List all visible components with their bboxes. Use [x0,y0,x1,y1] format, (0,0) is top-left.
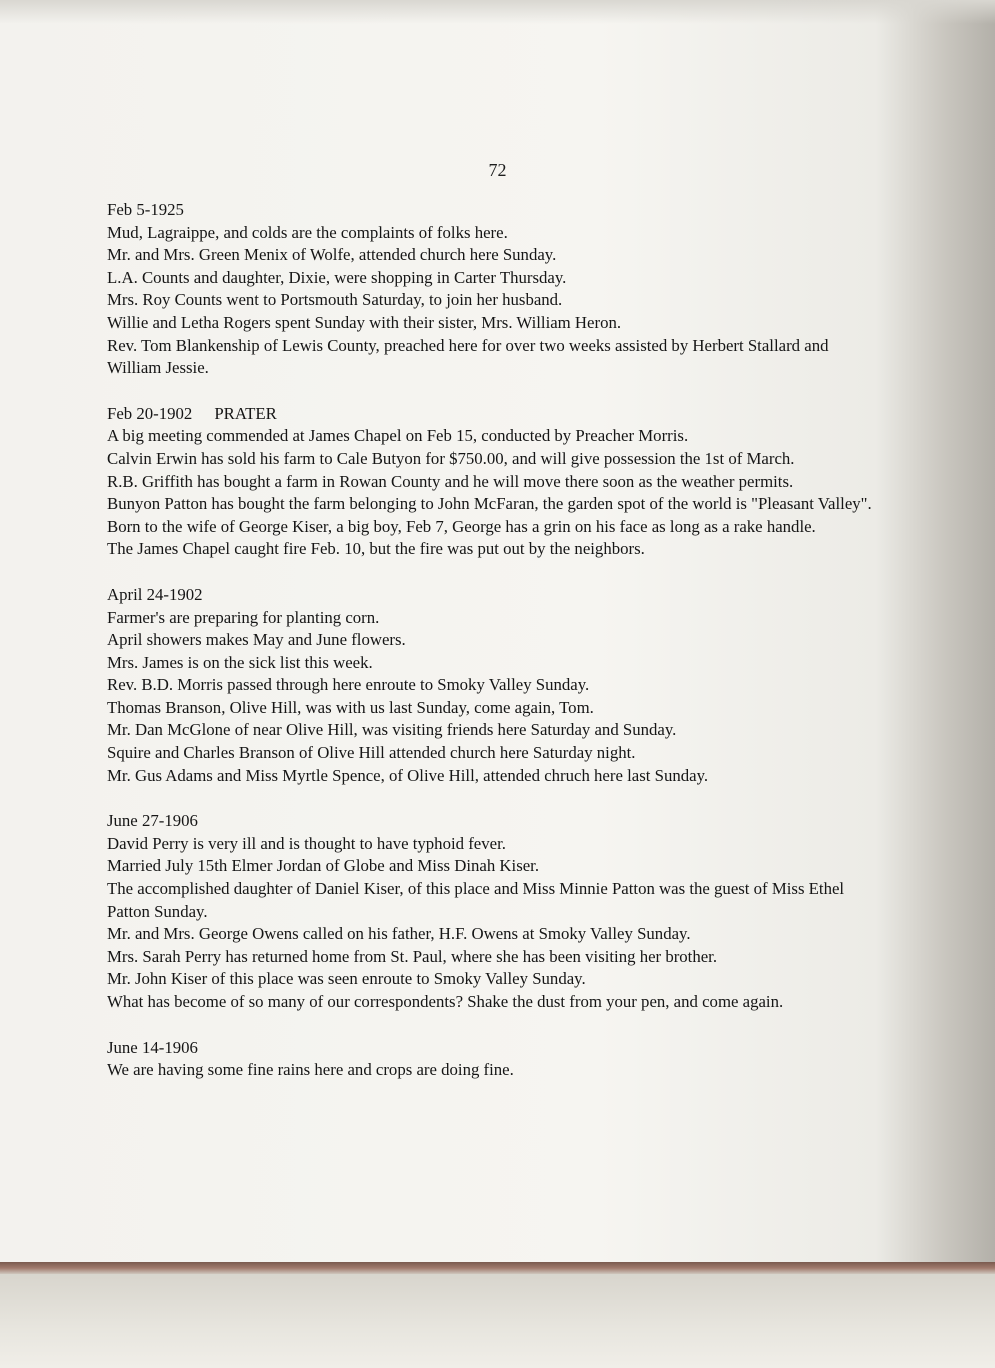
entry-line: Squire and Charles Branson of Olive Hill attended church here Saturday night. [107,743,636,763]
entry-heading [107,584,882,607]
news-entry-5 [107,1037,882,1082]
entry-line: Mrs. Sarah Perry has returned home from St. Paul, where she has been visiting her brother. [107,946,718,966]
entry-line: The accomplished daughter of Daniel Kiser, of this place and Miss Minnie Patton was the guest of Miss Ethel Patton Sunday. [107,879,845,921]
entry-line: Mr. Gus Adams and Miss Myrtle Spence, of Olive Hill, attended chruch here last Sunday. [107,765,709,785]
entry-line: Mr. Dan McGlone of near Olive Hill, was visiting friends here Saturday and Sunday. [107,720,677,740]
news-entry-4 [107,810,882,1013]
entry-line: The James Chapel caught fire Feb. 10, but the fire was put out by the neighbors. [107,539,645,559]
entry-date: June 27-1906 [107,811,198,831]
news-entry-1 [107,199,882,380]
entry-place: PRATER [214,403,277,423]
entry-line: R.B. Griffith has bought a farm in Rowan County and he will move there soon as the weather permits. [107,471,794,491]
entry-line: Mr. and Mrs. Green Menix of Wolfe, attended church here Sunday. [107,245,557,265]
entry-line: Calvin Erwin has sold his farm to Cale Butyon for $750.00, and will give possession the 1st of March. [107,448,795,468]
news-entry-2 [107,403,882,561]
scanner-background [0,1274,995,1368]
entry-line: Farmer's are preparing for planting corn. [107,607,380,627]
entry-line: David Perry is very ill and is thought to have typhoid fever. [107,833,506,853]
entry-line: A big meeting commended at James Chapel on Feb 15, conducted by Preacher Morris. [107,426,689,446]
entry-line: Mud, Lagraippe, and colds are the complaints of folks here. [107,222,508,242]
entry-line: We are having some fine rains here and crops are doing fine. [107,1060,514,1080]
entry-line: Mrs. James is on the sick list this week. [107,652,373,672]
entry-line: Bunyon Patton has bought the farm belonging to John McFaran, the garden spot of the world is "Pleasant Valley". [107,494,872,514]
entry-line: Born to the wife of George Kiser, a big boy, Feb 7, George has a grin on his face as long as a rake handle. [107,516,816,536]
entry-line: Thomas Branson, Olive Hill, was with us last Sunday, come again, Tom. [107,697,594,717]
entry-line: April showers makes May and June flowers. [107,630,406,650]
entry-date: Feb 5-1925 [107,200,184,219]
entry-date: April 24-1902 [107,584,203,604]
entry-line: Willie and Letha Rogers spent Sunday with their sister, Mrs. William Heron. [107,312,622,332]
entry-heading [107,403,882,426]
entry-line: What has become of so many of our correspondents? Shake the dust from your pen, and come again. [107,992,784,1011]
entry-line: Mr. John Kiser of this place was seen enroute to Smoky Valley Sunday. [107,969,586,989]
entry-heading [107,810,882,833]
book-cover-edge [0,1262,995,1274]
entry-heading [107,199,882,222]
entry-line: Married July 15th Elmer Jordan of Globe and Miss Dinah Kiser. [107,856,540,876]
entry-line: Rev. Tom Blankenship of Lewis County, preached here for over two weeks assisted by Herbert Stallard and William Jessie. [107,335,829,378]
news-entry-3 [107,584,882,787]
entry-line: Rev. B.D. Morris passed through here enroute to Smoky Valley Sunday. [107,675,590,695]
page-number: 72 [488,160,507,180]
entry-heading [107,1037,882,1060]
entry-line: Mrs. Roy Counts went to Portsmouth Saturday, to join her husband. [107,290,563,310]
entry-date: Feb 20-1902 [107,403,193,423]
entry-line: Mr. and Mrs. George Owens called on his father, H.F. Owens at Smoky Valley Sunday. [107,924,691,944]
page-content [107,199,882,1105]
entry-line: L.A. Counts and daughter, Dixie, were shopping in Carter Thursday. [107,267,567,287]
entry-date: June 14-1906 [107,1037,198,1057]
page-top-shadow [0,0,995,24]
